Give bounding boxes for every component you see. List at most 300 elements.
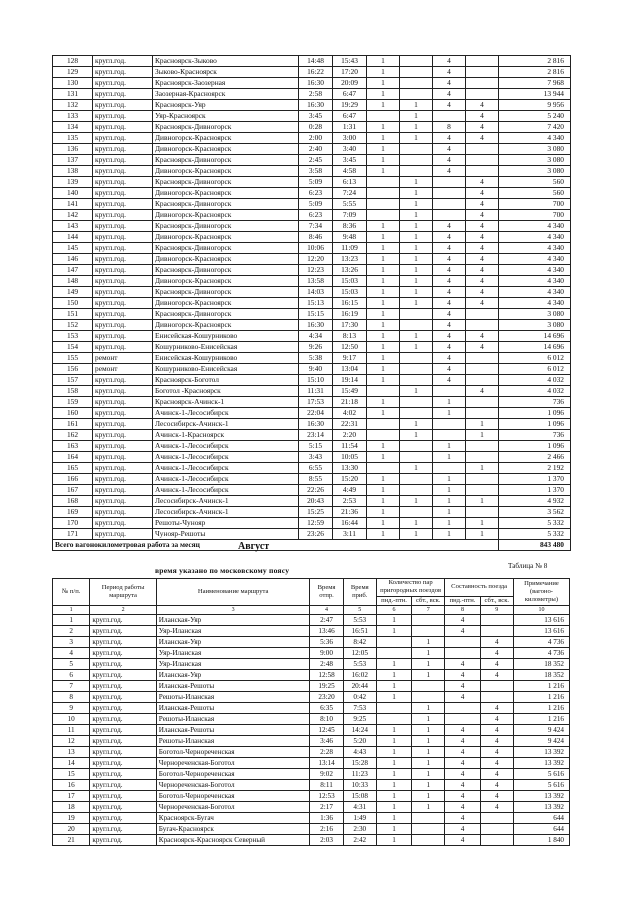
- departure-time: 23:26: [299, 529, 333, 540]
- arrival-time: 16:15: [333, 298, 367, 309]
- arrival-time: 19:29: [333, 100, 367, 111]
- wagon-km: 13 392: [513, 747, 569, 758]
- table-row: [53, 485, 571, 496]
- departure-time: 12:58: [310, 670, 343, 681]
- pairs-weekday: 1: [367, 496, 400, 507]
- pairs-weekday: 1: [367, 254, 400, 265]
- pairs-weekend: 1: [400, 100, 433, 111]
- column-index: 8: [445, 606, 480, 615]
- table-row: [53, 615, 570, 626]
- composition-weekday: [433, 199, 466, 210]
- pairs-weekend: 1: [412, 714, 445, 725]
- row-number: 1: [53, 615, 90, 626]
- wagon-km: 1 096: [499, 441, 571, 452]
- wagon-km: 3 080: [499, 144, 571, 155]
- table-row: [53, 78, 571, 89]
- composition-weekday: [445, 714, 480, 725]
- header-arrival: Время приб.: [343, 579, 376, 606]
- work-period: кругл.год.: [93, 111, 153, 122]
- composition-weekday: 4: [433, 309, 466, 320]
- arrival-time: 15:49: [333, 386, 367, 397]
- row-number: 163: [53, 441, 93, 452]
- composition-weekday: 4: [445, 747, 480, 758]
- pairs-weekday: 1: [367, 89, 400, 100]
- pairs-weekend: [400, 441, 433, 452]
- pairs-weekday: [376, 648, 411, 659]
- table-row: [53, 177, 571, 188]
- route-name: Дивногорск-Красноярск: [153, 133, 299, 144]
- composition-weekday: 4: [433, 155, 466, 166]
- pairs-weekend: 1: [400, 177, 433, 188]
- arrival-time: 10:05: [333, 452, 367, 463]
- composition-weekday: 1: [433, 518, 466, 529]
- composition-weekend: 4: [480, 714, 513, 725]
- arrival-time: 0:42: [343, 692, 376, 703]
- arrival-time: 20:44: [343, 681, 376, 692]
- composition-weekday: [433, 386, 466, 397]
- work-period: кругл.год.: [93, 232, 153, 243]
- departure-time: 16:22: [299, 67, 333, 78]
- departure-time: 2:47: [310, 615, 343, 626]
- table-row: [53, 144, 571, 155]
- departure-time: 15:15: [299, 309, 333, 320]
- table-row: [53, 254, 571, 265]
- pairs-weekend: 1: [412, 659, 445, 670]
- work-period: кругл.год.: [93, 144, 153, 155]
- pairs-weekend: 1: [412, 736, 445, 747]
- arrival-time: 8:36: [333, 221, 367, 232]
- pairs-weekday: 1: [367, 353, 400, 364]
- departure-time: 15:10: [299, 375, 333, 386]
- pairs-weekend: 1: [412, 637, 445, 648]
- row-number: 149: [53, 287, 93, 298]
- arrival-time: 13:30: [333, 463, 367, 474]
- table-row: [53, 441, 571, 452]
- row-number: 9: [53, 703, 90, 714]
- departure-time: 1:36: [310, 813, 343, 824]
- arrival-time: 15:03: [333, 287, 367, 298]
- composition-weekend: [466, 441, 499, 452]
- row-number: 151: [53, 309, 93, 320]
- composition-weekend: 4: [480, 648, 513, 659]
- pairs-weekend: 1: [400, 243, 433, 254]
- departure-time: 2:45: [299, 155, 333, 166]
- pairs-weekend: 1: [412, 780, 445, 791]
- pairs-weekday: [367, 111, 400, 122]
- composition-weekend: 4: [480, 758, 513, 769]
- composition-weekend: [466, 408, 499, 419]
- departure-time: 15:13: [299, 298, 333, 309]
- departure-time: 12:45: [310, 725, 343, 736]
- pairs-weekend: 1: [400, 122, 433, 133]
- arrival-time: 11:54: [333, 441, 367, 452]
- composition-weekend: [466, 56, 499, 67]
- pairs-weekday: 1: [367, 276, 400, 287]
- row-number: 21: [53, 835, 90, 846]
- composition-weekday: 4: [433, 375, 466, 386]
- work-period: кругл.год.: [93, 133, 153, 144]
- departure-time: 3:46: [310, 736, 343, 747]
- column-index: 1: [53, 606, 90, 615]
- pairs-weekend: 1: [400, 430, 433, 441]
- pairs-weekend: [412, 824, 445, 835]
- row-number: 159: [53, 397, 93, 408]
- pairs-weekday: [367, 386, 400, 397]
- row-number: 14: [53, 758, 90, 769]
- route-name: Кошурниково-Енисейская: [153, 364, 299, 375]
- work-period: кругл.год.: [93, 430, 153, 441]
- departure-time: 17:53: [299, 397, 333, 408]
- pairs-weekday: 1: [367, 122, 400, 133]
- wagon-km: 1 216: [513, 714, 569, 725]
- arrival-time: 16:19: [333, 309, 367, 320]
- pairs-weekend: 1: [412, 648, 445, 659]
- pairs-weekday: 1: [367, 375, 400, 386]
- arrival-time: 5:53: [343, 615, 376, 626]
- header-period: Период работы маршрута: [90, 579, 156, 606]
- pairs-weekday: 1: [376, 692, 411, 703]
- arrival-time: 21:36: [333, 507, 367, 518]
- composition-weekday: 4: [433, 331, 466, 342]
- arrival-time: 16:51: [343, 626, 376, 637]
- composition-weekday: 4: [433, 287, 466, 298]
- work-period: кругл.год.: [93, 122, 153, 133]
- pairs-weekday: 1: [367, 56, 400, 67]
- composition-weekday: 4: [433, 166, 466, 177]
- route-name: Уяр-Иланская: [156, 648, 310, 659]
- pairs-weekend: 1: [400, 287, 433, 298]
- pairs-weekend: [412, 681, 445, 692]
- departure-time: 13:14: [310, 758, 343, 769]
- pairs-weekday: 1: [367, 155, 400, 166]
- composition-weekend: 4: [466, 342, 499, 353]
- work-period: кругл.год.: [93, 474, 153, 485]
- row-number: 167: [53, 485, 93, 496]
- route-name: Уяр-Красноярск: [153, 111, 299, 122]
- departure-time: 9:40: [299, 364, 333, 375]
- route-name: Боготол -Красноярск: [153, 386, 299, 397]
- departure-time: 12:23: [299, 265, 333, 276]
- composition-weekday: 4: [445, 659, 480, 670]
- composition-weekday: 4: [433, 78, 466, 89]
- wagon-km: 13 616: [513, 626, 569, 637]
- arrival-time: 4:43: [343, 747, 376, 758]
- arrival-time: 7:53: [343, 703, 376, 714]
- pairs-weekday: 1: [367, 485, 400, 496]
- work-period: кругл.год.: [93, 507, 153, 518]
- wagon-km: 4 736: [513, 648, 569, 659]
- arrival-time: 15:20: [333, 474, 367, 485]
- composition-weekday: 4: [433, 353, 466, 364]
- table-row: [53, 67, 571, 78]
- composition-weekend: [466, 166, 499, 177]
- table-row: [53, 518, 571, 529]
- table-row: [53, 430, 571, 441]
- row-number: 134: [53, 122, 93, 133]
- row-number: 16: [53, 780, 90, 791]
- work-period: кругл.год.: [90, 813, 156, 824]
- route-name: Кошурниково-Енисейская: [153, 342, 299, 353]
- row-number: 141: [53, 199, 93, 210]
- arrival-time: 2:30: [343, 824, 376, 835]
- composition-weekday: [445, 648, 480, 659]
- wagon-km: 7 968: [499, 78, 571, 89]
- row-number: 140: [53, 188, 93, 199]
- work-period: кругл.год.: [90, 758, 156, 769]
- row-number: 128: [53, 56, 93, 67]
- route-name: Ачинск-1-Лесосибирск: [153, 408, 299, 419]
- wagon-km: 5 332: [499, 529, 571, 540]
- composition-weekday: 4: [433, 133, 466, 144]
- pairs-weekend: 1: [400, 298, 433, 309]
- wagon-km: 644: [513, 824, 569, 835]
- row-number: 129: [53, 67, 93, 78]
- table-row: [53, 155, 571, 166]
- table-row: [53, 166, 571, 177]
- departure-time: 8:55: [299, 474, 333, 485]
- pairs-weekday: 1: [367, 441, 400, 452]
- header-note: Примечание (вагоно-километры): [513, 579, 569, 606]
- work-period: кругл.год.: [93, 452, 153, 463]
- route-name: Ачинск-1-Лесосибирск: [153, 485, 299, 496]
- arrival-time: 15:03: [333, 276, 367, 287]
- wagon-km: 9 424: [513, 725, 569, 736]
- route-name: Лесосибирск-Ачинск-1: [153, 419, 299, 430]
- route-name: Чернореченская-Боготол: [156, 758, 310, 769]
- pairs-weekend: 1: [400, 199, 433, 210]
- composition-weekday: 4: [445, 725, 480, 736]
- column-index: 3: [156, 606, 310, 615]
- route-name: Дивногорск-Красноярск: [153, 210, 299, 221]
- row-number: 6: [53, 670, 90, 681]
- composition-weekend: 4: [466, 298, 499, 309]
- route-name: Дивногорск-Красноярск: [153, 298, 299, 309]
- composition-weekday: 4: [445, 780, 480, 791]
- table-row: [53, 265, 571, 276]
- arrival-time: 22:31: [333, 419, 367, 430]
- pairs-weekend: [412, 835, 445, 846]
- pairs-weekend: 1: [400, 210, 433, 221]
- pairs-weekend: 1: [412, 725, 445, 736]
- work-period: кругл.год.: [93, 518, 153, 529]
- wagon-km: 9 956: [499, 100, 571, 111]
- departure-time: 0:28: [299, 122, 333, 133]
- composition-weekday: 4: [445, 736, 480, 747]
- composition-weekday: 1: [433, 529, 466, 540]
- work-period: кругл.год.: [93, 441, 153, 452]
- subheader-weekend: сбт., вск.: [412, 596, 445, 605]
- arrival-time: 4:31: [343, 802, 376, 813]
- composition-weekend: 4: [480, 791, 513, 802]
- work-period: кругл.год.: [93, 342, 153, 353]
- composition-weekday: 4: [433, 243, 466, 254]
- table-row: [53, 188, 571, 199]
- table-row: [53, 769, 570, 780]
- pairs-weekday: 1: [367, 100, 400, 111]
- composition-weekday: 4: [433, 342, 466, 353]
- departure-time: 8:10: [310, 714, 343, 725]
- table-row: [53, 802, 570, 813]
- composition-weekend: 4: [466, 188, 499, 199]
- column-index: 7: [412, 606, 445, 615]
- arrival-time: 20:09: [333, 78, 367, 89]
- pairs-weekday: 1: [376, 615, 411, 626]
- table-row: [53, 397, 571, 408]
- table-row: [53, 122, 571, 133]
- pairs-weekend: 1: [412, 670, 445, 681]
- pairs-weekday: 1: [367, 397, 400, 408]
- pairs-weekday: 1: [367, 309, 400, 320]
- route-name: Иланская-Уяр: [156, 670, 310, 681]
- work-period: кругл.год.: [93, 298, 153, 309]
- wagon-km: 700: [499, 199, 571, 210]
- arrival-time: 3:40: [333, 144, 367, 155]
- row-number: 142: [53, 210, 93, 221]
- row-number: 11: [53, 725, 90, 736]
- wagon-km: 18 352: [513, 659, 569, 670]
- composition-weekend: [466, 78, 499, 89]
- row-number: 7: [53, 681, 90, 692]
- wagon-km: 1 096: [499, 419, 571, 430]
- pairs-weekday: 1: [367, 342, 400, 353]
- composition-weekday: 4: [445, 791, 480, 802]
- pairs-weekday: 1: [367, 144, 400, 155]
- pairs-weekend: [412, 626, 445, 637]
- wagon-km: 4 032: [499, 375, 571, 386]
- composition-weekend: 4: [466, 265, 499, 276]
- work-period: кругл.год.: [93, 166, 153, 177]
- table-row: [53, 507, 571, 518]
- work-period: кругл.год.: [90, 835, 156, 846]
- wagon-km: 4 340: [499, 243, 571, 254]
- column-index: 9: [480, 606, 513, 615]
- row-number: 137: [53, 155, 93, 166]
- column-index: 2: [90, 606, 156, 615]
- row-number: 130: [53, 78, 93, 89]
- route-name: Ачинск-1-Лесосибирск: [153, 452, 299, 463]
- wagon-km: 4 736: [513, 637, 569, 648]
- departure-time: 6:35: [310, 703, 343, 714]
- table-row: [53, 111, 571, 122]
- work-period: кругл.год.: [93, 386, 153, 397]
- wagon-km: 14 696: [499, 331, 571, 342]
- departure-time: 6:23: [299, 210, 333, 221]
- header-departure: Время отпр.: [310, 579, 343, 606]
- wagon-km: 7 420: [499, 122, 571, 133]
- table-row: [53, 386, 571, 397]
- departure-time: 12:53: [310, 791, 343, 802]
- departure-time: 12:59: [299, 518, 333, 529]
- work-period: кругл.год.: [90, 626, 156, 637]
- arrival-time: 7:24: [333, 188, 367, 199]
- pairs-weekend: [412, 615, 445, 626]
- departure-time: 10:06: [299, 243, 333, 254]
- composition-weekday: 4: [445, 802, 480, 813]
- row-number: 157: [53, 375, 93, 386]
- row-number: 8: [53, 692, 90, 703]
- route-name: Красноярск-Уяр: [153, 100, 299, 111]
- wagon-km: 560: [499, 188, 571, 199]
- composition-weekend: [466, 309, 499, 320]
- departure-time: 2:03: [310, 835, 343, 846]
- row-number: 161: [53, 419, 93, 430]
- composition-weekend: 4: [466, 287, 499, 298]
- pairs-weekday: 1: [367, 166, 400, 177]
- pairs-weekend: [400, 89, 433, 100]
- pairs-weekday: 1: [376, 769, 411, 780]
- composition-weekday: 1: [433, 397, 466, 408]
- composition-weekend: 4: [480, 637, 513, 648]
- pairs-weekday: 1: [376, 626, 411, 637]
- table-row: [53, 375, 571, 386]
- table-row: [53, 56, 571, 67]
- header-route: Наименование маршрута: [156, 579, 310, 606]
- table-row: [53, 298, 571, 309]
- pairs-weekend: 1: [400, 232, 433, 243]
- composition-weekday: 4: [445, 692, 480, 703]
- route-name: Иланская-Решоты: [156, 703, 310, 714]
- composition-weekend: 4: [480, 736, 513, 747]
- departure-time: 8:46: [299, 232, 333, 243]
- route-name: Зыково-Красноярск: [153, 67, 299, 78]
- pairs-weekend: [400, 408, 433, 419]
- pairs-weekend: [400, 56, 433, 67]
- composition-weekday: 4: [433, 276, 466, 287]
- pairs-weekday: 1: [367, 474, 400, 485]
- composition-weekday: 4: [445, 615, 480, 626]
- departure-time: 7:34: [299, 221, 333, 232]
- pairs-weekend: [400, 78, 433, 89]
- departure-time: 5:15: [299, 441, 333, 452]
- work-period: кругл.год.: [90, 791, 156, 802]
- row-number: 156: [53, 364, 93, 375]
- composition-weekend: [480, 813, 513, 824]
- pairs-weekend: 1: [412, 703, 445, 714]
- composition-weekday: [433, 463, 466, 474]
- departure-time: 6:23: [299, 188, 333, 199]
- row-number: 154: [53, 342, 93, 353]
- work-period: кругл.год.: [90, 615, 156, 626]
- route-name: Красноярск-Дивногорск: [153, 199, 299, 210]
- table-row: [53, 736, 570, 747]
- wagon-km: 700: [499, 210, 571, 221]
- section-heading: Август: [238, 541, 270, 552]
- work-period: кругл.год.: [93, 309, 153, 320]
- departure-time: 2:00: [299, 133, 333, 144]
- table-number: Таблица № 8: [508, 562, 548, 570]
- pairs-weekday: 1: [367, 507, 400, 518]
- pairs-weekday: 1: [376, 736, 411, 747]
- composition-weekend: [466, 397, 499, 408]
- departure-time: 22:26: [299, 485, 333, 496]
- table-row: [53, 703, 570, 714]
- table-row: [53, 232, 571, 243]
- wagon-km: 3 080: [499, 155, 571, 166]
- pairs-weekday: 1: [376, 725, 411, 736]
- composition-weekend: 4: [480, 659, 513, 670]
- total-row: [53, 540, 571, 551]
- table-row: [53, 474, 571, 485]
- pairs-weekday: 1: [367, 232, 400, 243]
- pairs-weekday: 1: [367, 78, 400, 89]
- work-period: кругл.год.: [93, 276, 153, 287]
- pairs-weekend: 1: [400, 386, 433, 397]
- row-number: 135: [53, 133, 93, 144]
- work-period: кругл.год.: [93, 199, 153, 210]
- pairs-weekday: 1: [367, 221, 400, 232]
- pairs-weekday: 1: [367, 364, 400, 375]
- work-period: кругл.год.: [93, 397, 153, 408]
